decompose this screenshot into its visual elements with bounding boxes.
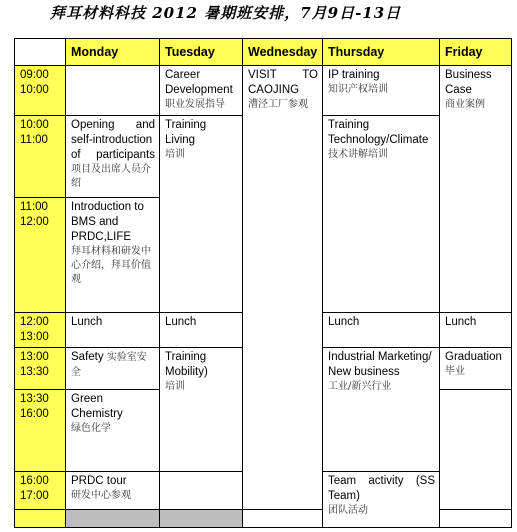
event-safety: Safety 实验室安全 bbox=[66, 348, 160, 390]
event-graduation: Graduation 毕业 bbox=[440, 348, 512, 390]
empty-cell bbox=[243, 510, 323, 528]
empty-cell bbox=[160, 472, 243, 510]
time-slot: 16:00 17:00 bbox=[15, 472, 66, 510]
event-opening: Opening and self-introduction of participants 项目及出席人员介绍 bbox=[66, 116, 160, 198]
day-header-wednesday: Wednesday bbox=[243, 39, 323, 66]
event-career-development: Career Development 职业发展指导 bbox=[160, 66, 243, 116]
document-title: 拜耳材料科技 2012 暑期班安排，7月9日-13日 bbox=[50, 4, 402, 22]
event-intro-bms: Introduction to BMS and PRDC,LIFE 拜耳材料和研发中心介绍，拜耳价值观 bbox=[66, 198, 160, 313]
empty-cell bbox=[66, 66, 160, 116]
time-slot: 12:00 13:00 bbox=[15, 313, 66, 348]
time-slot: 13:00 13:30 bbox=[15, 348, 66, 390]
event-green-chemistry: Green Chemistry 绿色化学 bbox=[66, 390, 160, 472]
time-slot: 09:00 10:00 bbox=[15, 66, 66, 116]
time-slot: 10:00 11:00 bbox=[15, 116, 66, 198]
event-lunch-friday: Lunch bbox=[440, 313, 512, 348]
event-team-activity: Team activity (SS Team) 团队活动 bbox=[323, 472, 440, 528]
time-slot: 11:00 12:00 bbox=[15, 198, 66, 313]
gray-bar bbox=[160, 510, 243, 528]
day-header-friday: Friday bbox=[440, 39, 512, 66]
event-lunch-tuesday: Lunch bbox=[160, 313, 243, 348]
empty-cell bbox=[440, 510, 512, 528]
event-training-living: Training Living 培训 bbox=[160, 116, 243, 313]
day-header-thursday: Thursday bbox=[323, 39, 440, 66]
schedule-table bbox=[14, 38, 512, 528]
time-row bbox=[15, 66, 512, 116]
day-header-tuesday: Tuesday bbox=[160, 39, 243, 66]
event-visit-caojing: VISIT TO CAOJING 漕泾工厂参观 bbox=[243, 66, 323, 510]
event-prdc-tour: PRDC tour 研发中心参观 bbox=[66, 472, 160, 510]
corner-cell bbox=[15, 39, 66, 66]
event-industrial-marketing: Industrial Marketing/ New business 工业/新兴行业 bbox=[323, 348, 440, 472]
event-ip-training: IP training 知识产权培训 bbox=[323, 66, 440, 116]
time-slot-empty bbox=[15, 510, 66, 528]
event-training-mobility: Training Mobility) 培训 bbox=[160, 348, 243, 472]
empty-cell bbox=[440, 390, 512, 510]
time-slot: 13:30 16:00 bbox=[15, 390, 66, 472]
header-row bbox=[15, 39, 512, 66]
day-header-monday: Monday bbox=[66, 39, 160, 66]
event-lunch-monday: Lunch bbox=[66, 313, 160, 348]
event-business-case: Business Case 商业案例 bbox=[440, 66, 512, 313]
event-lunch-thursday: Lunch bbox=[323, 313, 440, 348]
event-training-technology: Training Technology/Climate 技术讲解培训 bbox=[323, 116, 440, 313]
gray-bar bbox=[66, 510, 160, 528]
